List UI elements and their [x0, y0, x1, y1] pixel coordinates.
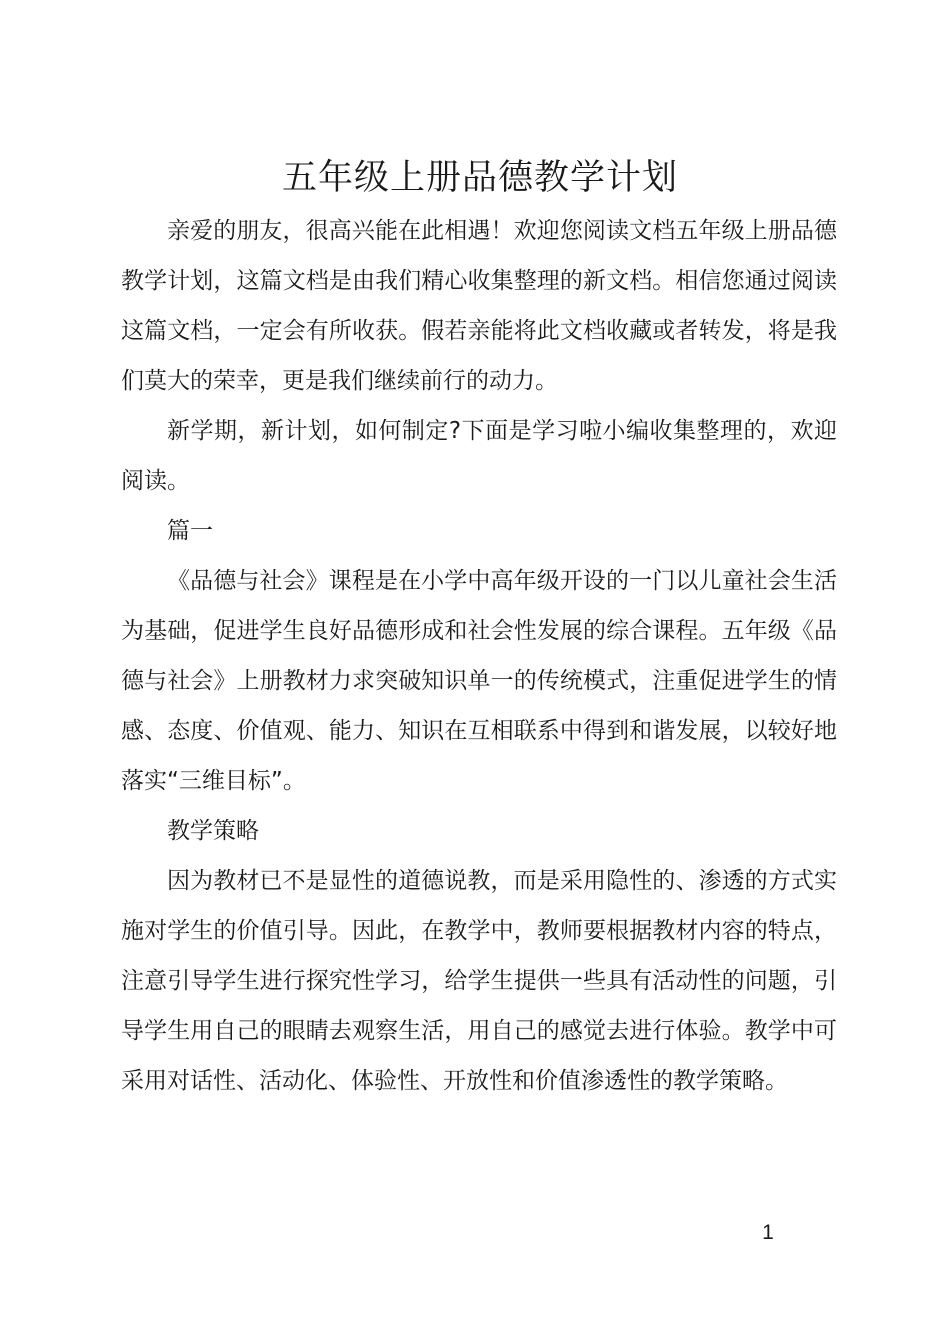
document-title: 五年级上册品德教学计划 [281, 158, 678, 198]
paragraph-intro: 亲爱的朋友，很高兴能在此相遇！欢迎您阅读文档五年级上册品德教学计划，这篇文档是由我们精心收集整理的新文档。相信您通过阅读这篇文档，一定会有所收获。假若亲能将此文档收藏或者转发，将是我们莫大的荣幸，更是我们继续前行的动力。 [121, 218, 837, 394]
paragraph-teaching-strategy: 因为教材已不是显性的道德说教，而是采用隐性的、渗透的方式实施对学生的价值引导。因此，在教学中，教师要根据教材内容的特点，注意引导学生进行探究性学习，给学生提供一些具有活动性的问题，引导学生用自己的眼睛去观察生活，用自己的感觉去进行体验。教学中可采用对话性、活动化、体验性、开放性和价值渗透性的教学策略。 [121, 868, 837, 1094]
section-heading-teaching-strategy: 教学策略 [167, 818, 259, 844]
document-body [121, 206, 837, 1106]
page-number: 1 [762, 1221, 774, 1244]
paragraph-new-term: 新学期，新计划，如何制定?下面是学习啦小编收集整理的，欢迎阅读。 [121, 418, 837, 494]
paragraph-course-description: 《品德与社会》课程是在小学中高年级开设的一门以儿童社会生活为基础，促进学生良好品德形成和社会性发展的综合课程。五年级《品德与社会》上册教材力求突破知识单一的传统模式，注重促进学生的情感、态度、价值观、能力、知识在互相联系中得到和谐发展，以较好地落实“三维目标”。 [121, 568, 837, 794]
section-heading-part-one: 篇一 [167, 518, 213, 544]
